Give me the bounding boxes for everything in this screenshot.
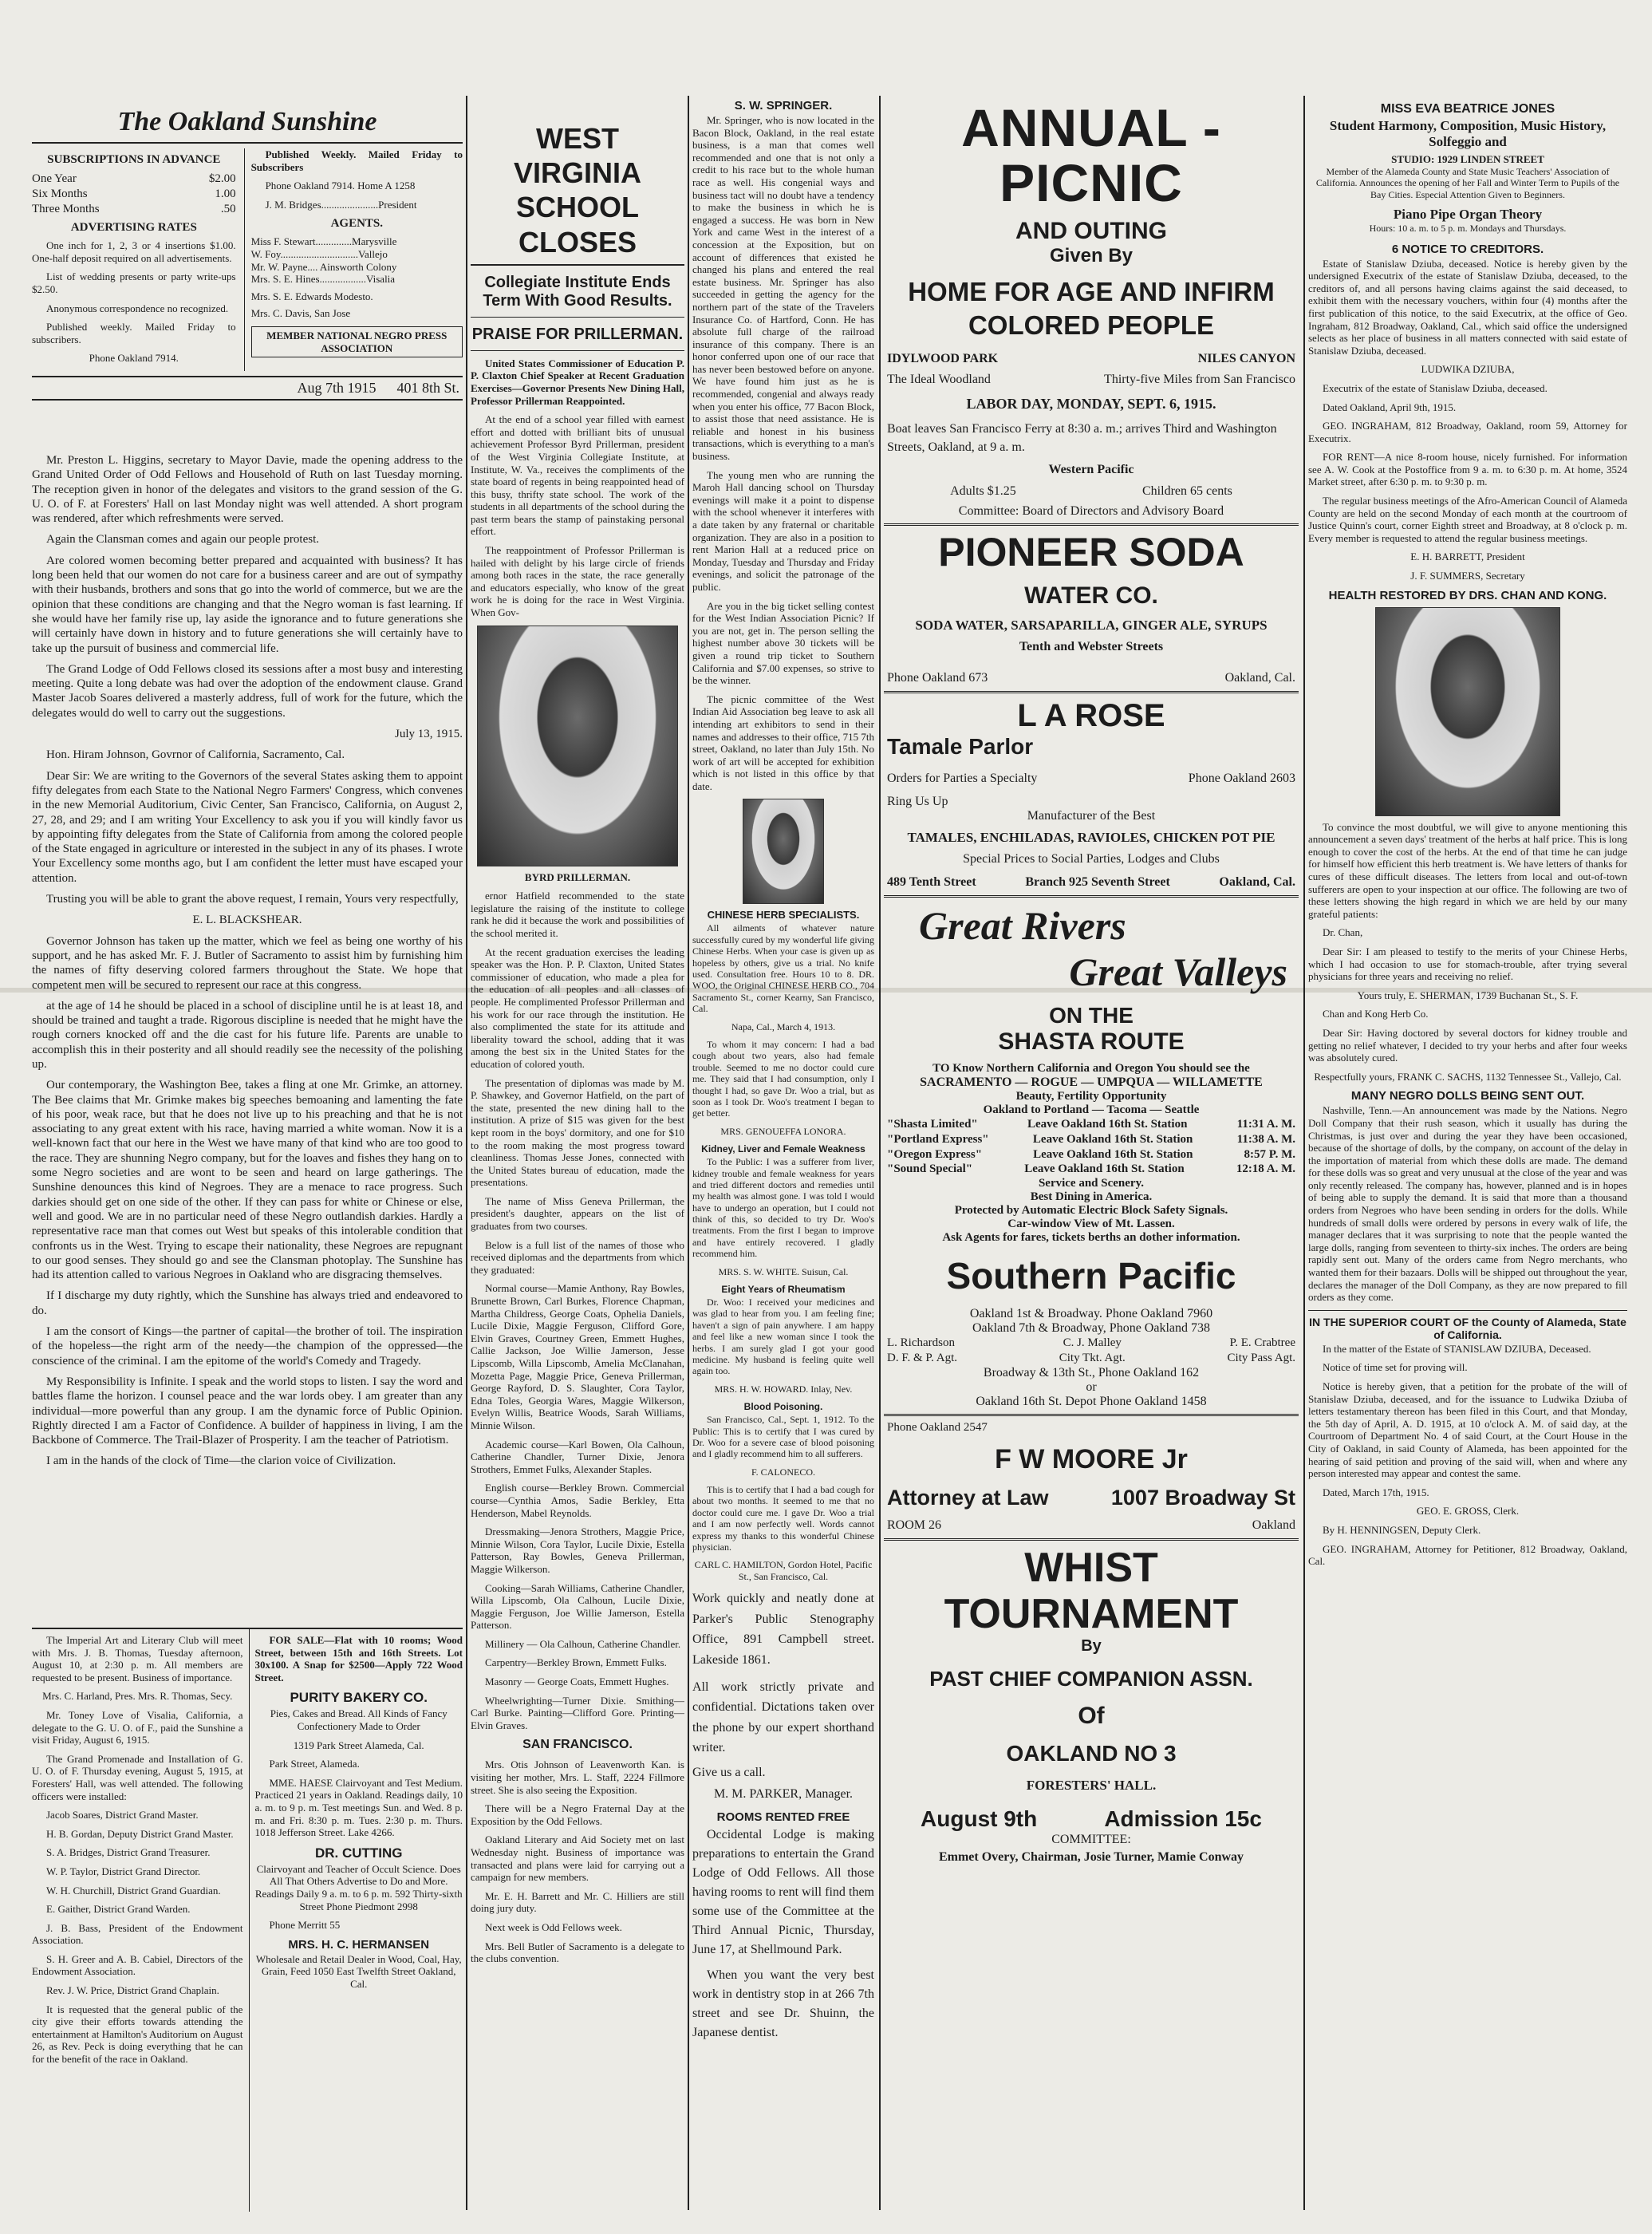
local-news-item: The Imperial Art and Literary Club will meet with Mrs. J. B. Thomas, Tuesday afternoon, August 10, at 2:30 p. m. All members are requested to be present. Business of importance. (32, 1634, 243, 1683)
sp-office: Oakland 1st & Broadway. Phone Oakland 7960 (969, 1307, 1213, 1321)
hermansen-phone: Phone Merritt 55 (269, 1919, 341, 1932)
health-dr: Dr. Chan, (1323, 926, 1363, 939)
article-paragraph: At the recent graduation exercises the leading speaker was the Hon. P. P. Claxton, United States commissioner of education, who made a plea for the education of all peoples and all classes of people. He complimented Professor Prillerman and his work for our race through the institution. He also complimented the state for its attitude and liberality toward the school, adding that it was among the best six in the United States for the education of colored youth. (471, 945, 684, 1070)
sp-beauty: Beauty, Fertility Opportunity (1015, 1090, 1167, 1103)
sp-train-name: "Portland Express" (887, 1132, 989, 1146)
purity-body: Pies, Cakes and Bread. All Kinds of Fancy Confectionery Made to Order (270, 1707, 447, 1732)
jones-studio: STUDIO: 1929 LINDEN STREET (1391, 153, 1544, 165)
testimonial-sign: MRS. GENOUEFFA LONORA. (720, 1125, 846, 1137)
phone-text: Phone Oakland 7914. (89, 352, 179, 365)
testimonial-place: Napa, Cal., March 4, 1913. (731, 1020, 836, 1032)
sf-item: There will be a Negro Fraternal Day at the Exposition by the Odd Fellows. (471, 1802, 684, 1827)
graduate-list: Cooking—Sarah Williams, Catherine Chandler, Willa Lipscomb, Ola Calhoun, Lucile Dixie, Maggie Ferguson, Joe Willie Jamerson, Estella Patterson. (471, 1581, 684, 1632)
sp-rivers-list: SACRAMENTO — ROGUE — UMPQUA — WILLAMETTE (920, 1076, 1263, 1090)
subscriptions-head: SUBSCRIPTIONS IN ADVANCE (47, 153, 221, 166)
soda-products: SODA WATER, SARSAPARILLA, GINGER ALE, SYRUPS (915, 618, 1268, 633)
agent: Mrs. C. Davis, San Jose (250, 307, 351, 320)
editorial-paragraph: at the age of 14 he should be placed in a school of discipline until he is at least 18, and should be trained and taught a trade. Rigorous discipline is needed that he might have the rough corners knocked off and the die cast for his future life. Parents are unable to accomplish this in their posterity and all should readily see the necessity of the polishing up. (32, 999, 463, 1071)
rose-phone: Phone Oakland 2603 (1188, 772, 1295, 786)
purity-head: PURITY BAKERY CO. (290, 1690, 428, 1706)
picnic-boat: Boat leaves San Francisco Ferry at 8:30 a. m.; arrives Third and Washington Streets, Oakland, at 9 a. m. (887, 422, 1277, 454)
sp-train-name: "Sound Special" (887, 1162, 973, 1176)
column-rule (466, 96, 467, 2210)
rose-ring: Ring Us Up (887, 795, 948, 809)
sub-price: .50 (220, 202, 236, 215)
headline-praise: PRAISE FOR PRILLERMAN. (471, 319, 684, 351)
soda-phone: Phone Oakland 673 (887, 671, 988, 685)
sp-agent-name: P. E. Crabtree (1229, 1336, 1295, 1350)
graduate-list: Carpentry—Berkley Brown, Emmett Fulks. (485, 1656, 667, 1669)
article-paragraph: At the end of a school year filled with earnest effort and dotted with brilliant bits of unusual achievement Professor Byrd Prillerman, president of the West Virginia Collegiate Institute, at Institute, W. Va., receives the compliments of the state board of regents in being reappointed head of this busy, thrifty state school. The work of the students in all departments of the school during the past term bears the stamp of painstaking personal effort. (471, 413, 684, 538)
whist-adm: Admission 15c (1104, 1806, 1262, 1831)
sp-train-leave: Leave Oakland 16th St. Station (1032, 1132, 1193, 1146)
editorial-column (32, 453, 463, 1618)
hermansen-head: MRS. H. C. HERMANSEN (288, 1937, 430, 1952)
herb-doctor-portrait (743, 799, 824, 904)
moore-att: Attorney at Law (887, 1485, 1049, 1510)
editorial-paragraph: I am in the hands of the clock of Time—the clarion voice of Civilization. (46, 1454, 396, 1468)
court-atty: GEO. INGRAHAM, Attorney for Petitioner, 812 Broadway, Oakland, Cal. (1308, 1542, 1627, 1568)
picnic-miles: Thirty-five Miles from San Francisco (1104, 373, 1295, 387)
agents-head: AGENTS. (330, 217, 383, 231)
rooms-body: Occidental Lodge is making preparations to entertain the Grand Lodge of Odd Fellows. All those having rooms to rent will find them some use of the Committee at the Third Annual Picnic, Thursday, June 17, at Shellmound Park. (692, 1828, 874, 1956)
dentist-ad: When you want the very best work in dentistry stop in at 266 7th street and see Dr. Shuinn, the Japanese dentist. (692, 1968, 874, 2039)
rose-orders: Orders for Parties a Specialty (887, 772, 1038, 786)
creditors-dated: Dated Oakland, April 9th, 1915. (1323, 401, 1457, 413)
whist-oak: OAKLAND NO 3 (1006, 1740, 1177, 1766)
whist-of: Of (1078, 1702, 1105, 1729)
article-paragraph: The presentation of diplomas was made by M. P. Shawkey, and Governor Hatfield, on the part of the state, presented the new dining hall to the institution. A prize of $15 was given for the best kept room in the boys' dormitory, and one for $10 to the room making the most progress toward cleanliness. Thomas Jesse Jones, connected with the United States bureau of education, made the presentations. (471, 1076, 684, 1189)
jones-hours: Hours: 10 a. m. to 5 p. m. Mondays and Thursdays. (1369, 223, 1567, 235)
health-head: HEALTH RESTORED BY DRS. CHAN AND KONG. (1328, 588, 1607, 602)
parker-ad: Work quickly and neatly done at Parker's Public Stenography Office, 891 Campbell street. Lakeside 1861. (692, 1592, 874, 1667)
jones-instr: Piano Pipe Organ Theory (1393, 207, 1543, 223)
picnic-canyon: NILES CANYON (1197, 352, 1295, 366)
testimonial-head: Eight Years of Rheumatism (721, 1284, 846, 1296)
creditors-head: 6 NOTICE TO CREDITORS. (1391, 242, 1544, 256)
health-sign: Yours truly, E. SHERMAN, 1739 Buchanan St., S. F. (1357, 989, 1579, 1001)
soda-ad (884, 526, 1299, 693)
testimonial-head: Kidney, Liver and Female Weakness (701, 1143, 865, 1155)
testimonial: This is to certify that I had a bad cough for about two months. It seemed to me that no doctor could cure me. I gave Dr. Woo a trial and I am now perfectly well. Words cannot express my thanks to this wonderful Chinese physician. (692, 1484, 874, 1553)
ads-column (884, 96, 1299, 2210)
picnic-ad (884, 96, 1299, 526)
editorial-paragraph: Are colored women becoming better prepared and acquainted with business? It has long been held that our women do not care for a business career and are out of sympathy with their husbands, brothers and sons that go into the world of commerce, but we are the opinion that these conditions are changing and that the Negro woman is fast learning. If she would have her family rise up, lay aside the ignorance and to future generations she will certainly have down in history and to future generations she will certainly have to take up the pursuit of business and commercial life. (32, 554, 463, 655)
sp-train-leave: Leave Oakland 16th St. Station (1027, 1118, 1188, 1131)
moore-addr: 1007 Broadway St (1110, 1485, 1295, 1510)
council-pres: E. H. BARRETT, President (1410, 551, 1525, 563)
sp-train-leave: Leave Oakland 16th St. Station (1033, 1147, 1193, 1161)
court-deputy: By H. HENNINGSEN, Deputy Clerk. (1323, 1523, 1481, 1536)
masthead (32, 104, 463, 401)
soda-addr: Tenth and Webster Streets (1019, 640, 1164, 654)
editorial-paragraph: I am the consort of Kings—the partner of capital—the brother of toil. The inspiration of the hopeless—the right arm of the needy—the champion of the oppressed—the conscience of the criminal. I am the epitome of the world's Comedy and Tragedy. (32, 1325, 463, 1368)
sp-office: Oakland 7th & Broadway, Phone Oakland 738 (972, 1321, 1210, 1336)
whist-by: By (1081, 1636, 1102, 1655)
picnic-title: ANNUAL - PICNIC (961, 98, 1221, 213)
president: J. M. Bridges......................President (265, 198, 417, 211)
creditors-exec: Executrix of the estate of Stanislaw Dziuba, deceased. (1323, 381, 1548, 394)
testimonial: Dr. Woo: I received your medicines and was glad to hear from you. I am feeling fine; haven't a sign of pain anywhere. I am happy and feel like a new woman since I took the herbs. I am surely glad I got your good medicine. My husband is feeling quite well again too. (692, 1297, 874, 1377)
moore-phone: Phone Oakland 2547 (887, 1420, 988, 1434)
editorial-paragraph: My Responsibility is Infinite. I speak and the world stops to listen. I say the word and battles flame the horizon. I counsel peace and the war lords obey. I am greater than any individual—more powerful than any group. I am the dynamic force of Public Opinion. Rightly directed I am a Factor of Confidence. A builder of happiness in living, I am the Backbone of Commerce. The Trail-Blazer of Prosperity. I am the teacher of Patriotism. (32, 1375, 463, 1447)
advertising-head: ADVERTISING RATES (70, 221, 197, 235)
testimonial-sign: F. CALONECO. (751, 1466, 816, 1478)
graduate-list: Masonry — George Coats, Emmett Hughes. (485, 1676, 669, 1688)
editorial-paragraph: Governor Johnson has taken up the matter, which we feel as being one worthy of his support, and he has asked Mr. F. J. Butler of Sacramento to assist him by furnishing him the names of fifty deserving colored farmers throughout the State. We hope that competent men will be secured to represent our race at this congress. (32, 934, 463, 992)
sp-train-name: "Oregon Express" (887, 1147, 983, 1161)
council-sec: J. F. SUMMERS, Secretary (1410, 570, 1525, 582)
court-clerk: GEO. E. GROSS, Clerk. (1416, 1505, 1520, 1518)
letter-date: July 13, 1915. (394, 728, 463, 741)
agent: Miss F. Stewart..............Marysville (250, 235, 397, 248)
sp-office: Oakland 16th St. Depot Phone Oakland 1458 (976, 1394, 1207, 1408)
sp-agent-name: L. Richardson (887, 1336, 955, 1350)
wedding-text: List of wedding presents or party write-ups $2.50. (32, 270, 236, 296)
health-sign: Respectfully yours, FRANK C. SACHS, 1132 Tennessee St., Vallejo, Cal. (1314, 1070, 1622, 1083)
officer: H. B. Gordan, Deputy District Grand Master. (46, 1827, 234, 1840)
sp-dining: Best Dining in America. (1030, 1190, 1153, 1204)
local-news-item: Mr. Toney Love of Visalia, California, a delegate to the G. U. O. of F., paid the Sunshine a visit Friday, August 6, 1915. (32, 1708, 243, 1747)
address-line: 401 8th St. (396, 380, 459, 396)
sf-item: Oakland Literary and Aid Society met on last Wednesday night. Business of importance was transacted and plans were laid for carrying out a campaign for new members. (471, 1833, 684, 1884)
sp-train-time: 12:18 A. M. (1236, 1162, 1295, 1176)
article-paragraph: Are you in the big ticket selling contest for the West Indian Association Picnic? If you are not, get in. The person selling the highest number above 30 tickets will be given a round trip ticket to Southern California and $7.00 expenses, so strive to be the winner. (692, 599, 874, 687)
sp-route: SHASTA ROUTE (998, 1028, 1185, 1056)
testimonial: To whom it may concern: I had a bad cough about two years, also had female trouble. Seemed to me no doctor could cure me. They said that I had consumption, only I thought I had, so gave Dr. Woo a trial, but as soon as I took Dr. Woo's treatment I began to get better. (692, 1038, 874, 1119)
rose-addr: 489 Tenth Street (887, 875, 976, 890)
article-paragraph: ernor Hatfield recommended to the state legislature the raising of the institute to college rank he did it because the work and possibilities of the school merited it. (471, 890, 684, 939)
hermansen-body: Wholesale and Retail Dealer in Wood, Coal, Hay, Grain, Feed 1050 East Twelfth Street Oakland, Cal. (255, 1952, 462, 1990)
sp-agent-title: City Pass Agt. (1227, 1351, 1295, 1364)
court-body: Notice is hereby given, that a petition for the probate of the will of Stanislaw Dziuba, deceased, and for the issuance to Ludwika Dziuba of letters testamentary thereon has been filed in this Court, and that Monday, the 5th day of April, A. D. 1915, at 10 o'clock A. M. of said day, at the Courtroom of Department No. 4 of said Court, at the Court House in the City of Oakland, in said County of Alameda, has been appointed for the hearing of said petition and proving of the said will, when and where any person interested may appear and contest the same. (1308, 1380, 1627, 1480)
local-news-item: The Grand Promenade and Installation of G. U. O. of F. Thursday evening, August 5, 1915, at Foresters' Hall, was well attended. The following officers were installed: (32, 1752, 243, 1802)
masthead-left (32, 148, 236, 371)
officer: W. H. Churchill, District Grand Guardian. (46, 1884, 221, 1897)
sp-service: Service and Scenery. (1038, 1177, 1145, 1190)
rose-branch: Branch 925 Seventh Street (1025, 875, 1170, 890)
right-phone: Phone Oakland 7914. Home A 1258 (265, 180, 416, 192)
headline-institute: Collegiate Institute Ends Term With Good Results. (471, 267, 684, 318)
graduate-list: English course—Berkley Brown. Commercial course—Cynthia Amos, Sadie Berkley, Etta Henderson, Mabel Reynolds. (471, 1482, 684, 1519)
testimonial-sign: MRS. H. W. HOWARD. Inlay, Nev. (714, 1383, 853, 1395)
sp-valleys: Great Valleys (1069, 949, 1287, 995)
rose-title: L A ROSE (1017, 698, 1165, 734)
article-paragraph: The name of Miss Geneva Prillerman, the president's daughter, appears on the list of graduates from two courses. (471, 1194, 684, 1233)
jones-head: MISS EVA BEATRICE JONES (1380, 102, 1555, 116)
graduate-list: Dressmaking—Jenora Strothers, Maggie Price, Minnie Wilson, Cora Taylor, Lucile Dixie, Estella Patterson, Ray Bowles, Geneva Prillerman, Maggie Wilkerson. (471, 1526, 684, 1575)
agent: Mrs. S. E. Edwards Modesto. (250, 290, 373, 302)
testimonial-sign: MRS. S. W. WHITE. Suisun, Cal. (718, 1265, 849, 1277)
testimonial-sign: CARL C. HAMILTON, Gordon Hotel, Pacific St., San Francisco, Cal. (694, 1559, 873, 1582)
column-rule (1303, 96, 1305, 2210)
soda-city: Oakland, Cal. (1224, 671, 1295, 685)
jones-body: Member of the Alameda County and State Music Teachers' Association of California. Announces the opening of her Fall and Winter Term to Pupils of the Bay Cities. Especial Attention Given to Beginners. (1315, 166, 1620, 200)
sp-portland: Oakland to Portland — Tacoma — Seattle (983, 1103, 1200, 1117)
dolls-head: MANY NEGRO DOLLS BEING SENT OUT. (1350, 1089, 1585, 1103)
editorial-paragraph: The Grand Lodge of Odd Fellows closed its sessions after a most busy and interesting meeting. Quite a long debate was had over the adoption of the endowment clause. Grand Master Jacob Soares delivered a masterly address, full of work for the future, which the delegates would do well to carry out the suggestions. (32, 662, 463, 720)
parker-ad: All work strictly private and confidential. Dictations taken over the phone by our expert shorthand writer. (692, 1679, 874, 1755)
column-one-bottom (32, 1628, 463, 2212)
letter-close: Trusting you will be able to grant the above request, I remain, Yours very respectfully, (46, 893, 459, 906)
purity-addr2: Park Street, Alameda. (269, 1758, 360, 1770)
headline-west-virginia: WEST VIRGINIA SCHOOL CLOSES (471, 97, 684, 266)
dateline (32, 376, 463, 401)
picnic-children: Children 65 cents (1142, 484, 1232, 499)
local-news-sign: Mrs. C. Harland, Pres. Mrs. R. Thomas, Secy. (42, 1690, 233, 1703)
editorial-paragraph: Again the Clansman comes and again our people protest. (46, 533, 319, 547)
editorial-paragraph: Mr. Preston L. Higgins, secretary to Mayor Davie, made the opening address to the Grand United Order of Odd Fellows and Household of Ruth on last Tuesday morning. The reception given in honor of the delegates and visitors to the grand session of the G. U. O. of F. at Foresters' Hall on last Monday night was well attended. A short program was rendered, after which refreshments were served. (32, 454, 463, 526)
picnic-adults: Adults $1.25 (950, 484, 1016, 499)
springer-head: S. W. SPRINGER. (734, 99, 833, 112)
member-badge: MEMBER NATIONAL NEGRO PRESS ASSOCIATION (251, 326, 463, 357)
sub-price: 1.00 (215, 187, 236, 200)
sp-title: Southern Pacific (946, 1255, 1236, 1297)
picnic-rr: Western Pacific (1048, 463, 1134, 477)
picnic-given: Given By (1049, 244, 1134, 266)
health-letter: Dear Sir: Having doctored by several doctors for kidney trouble and getting no relief whatever, I decided to try your herbs and after four weeks was absolutely cured. (1308, 1026, 1627, 1064)
letter-sign: E. L. BLACKSHEAR. (192, 914, 302, 927)
graduate-list: Millinery — Ola Calhoun, Catherine Chandler. (485, 1637, 681, 1650)
sp-train-time: 11:38 A. M. (1236, 1132, 1295, 1146)
graduate-list: Normal course—Mamie Anthony, Ray Bowles, Brunette Brown, Carl Burkes, Florence Chapman, Martha Childress, George Coats, Ophelia Daniels, Lucile Dixie, Maggie Ferguson, Clifford Gore, Elvin Graves, Courtney Green, Emmett Hughes, Callie Jackson, Joe Willie Jamerson, Jesse Lipscomb, Willa Lipscomb, Amelia McClanahan, Mozetta Page, Maggie Price, Geneva Prillerman, George Rayford, D. S. Slaughter, Cora Taylor, Edna Toles, Georgia Wares, Maggie Wilkerson, Evelyn Willis, Beatrice Woods, Sarah Williams, Minnie Wilson. (471, 1282, 684, 1431)
picnic-home: HOME FOR AGE AND INFIRM COLORED PEOPLE (908, 276, 1275, 341)
west-virginia-column (471, 96, 684, 2210)
rooms-head: ROOMS RENTED FREE (716, 1810, 850, 1824)
purity-addr: 1319 Park Street Alameda, Cal. (293, 1739, 424, 1751)
dolls-body: Nashville, Tenn.—An announcement was made by the Nations. Negro Doll Company that their rush season, which it usually has during the Christmas, is just over and during the year they have been occasioned, because of the shortage of dolls, by the company, on account of the delay in the importation of material from which these dolls are made. The demand for these dolls was so great and very unusual at the close of the year and was only recently released. The company has, however, planned and is in hopes of being able to supply the demand. It is said that more than a thousand orders from Negroes who have been sending in orders for the dolls. While hundreds of small dolls were ordered by persons in every walk of life, the manager declares that it was surprising to note that the people wanted the large dolls, ranging from seventeen to thirty-six inches. The orders are being rapidly sent out. Many of the orders came from Negro merchants, who wanted them for their bazaars. Dolls will be shipped out throughout the year, declares the manager of the Doll Company, as they are now prepared to fill orders as they come. (1308, 1104, 1627, 1304)
parker-sign: M. M. PARKER, Manager. (713, 1787, 854, 1802)
date-line: Aug 7th 1915 (297, 380, 377, 396)
sp-train-name: "Shasta Limited" (887, 1118, 978, 1131)
rose-products: TAMALES, ENCHILADAS, RAVIOLES, CHICKEN POT PIE (907, 830, 1275, 846)
picnic-committee: Committee: Board of Directors and Advisory Board (958, 504, 1224, 519)
parker-call: Give us a call. (692, 1765, 766, 1779)
creditors-sign: LUDWIKA DZIUBA, (1421, 363, 1515, 376)
officer: W. P. Taylor, District Grand Director. (46, 1865, 201, 1877)
sp-train-time: 8:57 P. M. (1244, 1147, 1295, 1161)
whist-committee: COMMITTEE: (1051, 1832, 1131, 1846)
herb-doctor-portrait (1375, 607, 1560, 816)
haese-ad: MME. HAESE Clairvoyant and Test Medium. Practiced 21 years in Oakland. Readings daily, 10 a. m. to 9 p. m. Test meetings Sun. and Wed. 8 p. m. and Fri. 8:30 p. m. Tues. 2:30 p. m. Thurs. 1018 Jefferson Street. Lake 4266. (254, 1776, 463, 1839)
sf-item: Mr. E. H. Barrett and Mr. C. Hilliers are still doing jury duty. (471, 1889, 684, 1915)
sp-train-time: 11:31 A. M. (1236, 1118, 1295, 1131)
larose-ad (884, 693, 1299, 898)
rose-sub: Tamale Parlor (887, 734, 1034, 760)
sub-label: Three Months (32, 202, 100, 215)
sp-on: ON THE (1049, 1003, 1134, 1028)
sp-agent-name: C. J. Malley (1063, 1336, 1122, 1350)
editorial-paragraph: Our contemporary, the Washington Bee, takes a fling at one Mr. Grimke, an attorney. The Bee claims that Mr. Grimke makes big speeches bemoaning and lamenting the fate of his poor, weak race, but that he does not live up to his preaching and that he is not associating to any great extent with his race, having married a white woman. Now it is a well-known fact that our here in the West we have many of that kind who are too good to the race. They are shunning Negro company, but for the loaves and fishes they hang on to some Negro societies and are wont to be seen and heard on large gatherings. The Sunshine denounces this kind of Negroes. They are a menace to race progress. Such darkies should get on one side of the other. If they can pass for white or Chinese or else, well and good. We are in no particular need of these Negro outlandish darkies. Hardly a representative race man that comes out West but speaks of this intolerable condition that confronts us in the West. Trying to escape their nationality, these Negroes are repugnant to our good senses. They should go and see the Clansman photoplay. The Sunshine has had its attention called to various Negroes in Oakland who are disgracing themselves. (32, 1079, 463, 1282)
chinese-herb-head: CHINESE HERB SPECIALISTS. (707, 909, 860, 922)
agent: Mrs. S. E. Hines..................Visalia (250, 273, 396, 286)
sf-item: Mrs. Otis Johnson of Leavenworth Kan. is visiting her mother, Mrs. L. Staff, 2224 Fillmore street. She is also seeing the Exposition. (471, 1758, 684, 1796)
sub-label: Six Months (32, 187, 88, 200)
local-news (32, 1629, 242, 2212)
sp-know: TO Know Northern California and Oregon You should see the (932, 1062, 1250, 1076)
anonymous-text: Anonymous correspondence no recognized. (46, 302, 229, 314)
picnic-sub: AND OUTING (1015, 217, 1167, 244)
article-paragraph: The young men who are running the Maroh Hall dancing school on Thursday evenings will make it a point to dispense with the school whenever it interferes with a date taken by any fraternal or charitable organization. They are also in a position to rent Marion Hall at a reduced price on Monday, Tuesday and Thursday and Friday evenings, and solicit the patronage of the public. (692, 468, 874, 593)
officer: S. H. Greer and A. B. Cabiel, Directors of the Endowment Association. (32, 1952, 243, 1978)
creditors-body: Estate of Stanislaw Dziuba, deceased. Notice is hereby given by the undersigned Executrix of the estate of Stanislaw Dziuba, deceased, to the creditors of, and all persons having claims against the said deceased, to exhibit them with the necessary vouchers, within four (4) months after the first publication of this notice, to the said Executrix, at the office of Geo. Ingraham, 812 Broadway, Oakland, Cal., which said office the undersigned selects as her place of business in all matters connected with said estate of Stanislaw Dziuba, deceased. (1308, 257, 1627, 357)
for-rent-ad: FOR RENT—A nice 8-room house, nicely furnished. For information see A. W. Cook at the Postoffice from 9 a. m. to 6:30 p. m. At home, 3524 Market street, after 6:30 p. m. to 9:30 p. m. (1308, 451, 1627, 488)
southern-pacific-ad (884, 898, 1299, 1416)
moore-name: F W MOORE Jr (995, 1443, 1188, 1474)
prillerman-portrait (477, 626, 678, 866)
health-body: To convince the most doubtful, we will give to anyone mentioning this announcement a seven days' treatment of the herbs at half price. This is long enough to cover the cost of the herbs. At the end of that time he can judge for himself how efficient this herb treatment is. We have letters of thanks for cures of these difficult diseases. The letters from local and out-of-town sufferers are open to your inspection at our office. The following are two of these letters showing the high regard in which we are held by our many grateful patients: (1308, 820, 1627, 920)
creditors-geo: GEO. INGRAHAM, 812 Broadway, Oakland, room 59, Attorney for Executrix. (1308, 420, 1627, 444)
cutting-body: Clairvoyant and Teacher of Occult Science. Does All That Others Advertise to Do and More. Readings Daily 9 a. m. to 6 p. m. 592 Thirty-sixth Street Phone Piedmont 2998 (254, 1862, 463, 1912)
picnic-date: LABOR DAY, MONDAY, SEPT. 6, 1915. (966, 396, 1216, 412)
court-head: IN THE SUPERIOR COURT OF the County of Alameda, State of California. (1308, 1310, 1627, 1341)
cutting-head: DR. CUTTING (314, 1845, 403, 1861)
masthead-right (244, 148, 463, 371)
sp-or: or (1086, 1379, 1097, 1394)
moore-city: Oakland (1252, 1518, 1295, 1533)
court-notice: Notice of time set for proving will. (1323, 1361, 1468, 1374)
soda-sub: WATER CO. (1024, 582, 1158, 610)
soda-title: PIONEER SODA (938, 530, 1244, 575)
rose-prices: Special Prices to Social Parties, Lodges and Clubs (963, 852, 1220, 866)
officer: J. B. Bass, President of the Endowment Association. (32, 1921, 243, 1947)
agent: Mr. W. Payne.... Ainsworth Colony (250, 260, 397, 273)
officer: E. Gaither, District Grand Warden. (46, 1903, 191, 1916)
sp-train-leave: Leave Oakland 16th St. Station (1024, 1162, 1185, 1176)
graduate-list: Academic course—Karl Bowen, Ola Calhoun, Catherine Chandler, Turner Dixie, Jenora Strothers, Emmet Fulks, Alexander Staples. (471, 1438, 684, 1475)
small-ads (249, 1629, 463, 2212)
deck: United States Commissioner of Education P. P. Claxton Chief Speaker at Recent Graduation Exercises—Governor Presents New Dining Hall, Professor Prillerman Reappointed. (471, 357, 684, 407)
published-text: Published weekly. Mailed Friday to subscribers. (32, 321, 236, 345)
whist-date: August 9th (921, 1806, 1038, 1831)
moore-ad (884, 1416, 1299, 1541)
rose-mfr: Manufacturer of the Best (1027, 809, 1156, 823)
sp-office: Broadway & 13th St., Phone Oakland 162 (983, 1365, 1200, 1379)
sp-agent-title: D. F. & P. Agt. (887, 1351, 957, 1364)
court-matter: In the matter of the Estate of STANISLAW DZIUBA, Deceased. (1323, 1342, 1591, 1355)
testimonial: To the Public: I was a sufferer from liver, kidney trouble and female weakness for years and tried different doctors and remedies until my health was almost gone. I was told I would have to undergo an operation, but I could not think of this, so decided to try Dr. Woo's treatments. From the first I began to improve and have entirely recovered. I gladly recommend him. (692, 1156, 874, 1260)
officer: S. A. Bridges, District Grand Treasurer. (46, 1846, 211, 1859)
sf-item: Next week is Odd Fellows week. (485, 1920, 622, 1933)
masthead-title: The Oakland Sunshine (117, 107, 377, 136)
sub-price: $2.00 (208, 172, 236, 185)
article-paragraph: The picnic committee of the West Indian Aid Association beg leave to ask all intending art exhibitors to send in their names and addresses to their office, 715 7th street, Oakland, no later than July 15th. No work of art will be accepted for exhibition which is not listed in this office by that date. (692, 693, 874, 792)
testimonial: San Francisco, Cal., Sept. 1, 1912. To the Public: This is to certify that I was cured by Dr. Woo for a severe case of blood poisoning and I gladly recommend him to all sufferers. (692, 1414, 874, 1460)
whist-assn: PAST CHIEF COMPANION ASSN. (929, 1666, 1253, 1691)
portrait-caption: BYRD PRILLERMAN. (524, 870, 631, 883)
sp-agent-title: City Tkt. Agt. (1059, 1351, 1126, 1364)
article-paragraph: Mr. Springer, who is now located in the Bacon Block, Oakland, in the real estate business, is a man that comes well recommended and one that is not only a credit to his race but to the whole human race as well. His congenial ways and business tact will no doubt have a tendency to make the business in which he is engaged a success. He was born in New York and came West in the interest of a concession at the Exposition, but on account of differences that existed he changed his plans and entered the real estate business. Mr. Springer has also succeeded in getting the agency for the northern part of the state of the Travelers Insurance Co. of Hartford, Conn. He has absolute full charge of the railroad insurance of this company. There is an honor conferred upon one of our race that has never been bestowed before on anyone. We have found him just as he is recommended, congenial and always ready when you enter his office, 77 Bacon Block, to assist those that need assistance. He is reliable and honest in his business transactions, which is everything to a man's business. (692, 114, 874, 463)
whist-title: WHIST TOURNAMENT (944, 1545, 1239, 1637)
article-paragraph: The reappointment of Professor Prillerman is hailed with delight by his large circle of friends among both races in the state, the race generally and educators especially, who know of the great work he is doing for the race in West Virginia. When Gov- (471, 544, 684, 619)
officer: Jacob Soares, District Grand Master. (46, 1809, 199, 1822)
graduate-list: Wheelwrighting—Turner Dixie. Smithing—Carl Burke. Painting—Clifford Gore. Printing—Elvin Graves. (471, 1694, 684, 1731)
advertising-text: One inch for 1, 2, 3 or 4 insertions $1.00. One-half deposit required on all advertisements. (32, 239, 236, 264)
notices-column (1308, 96, 1627, 2210)
whist-ad (884, 1541, 1299, 1869)
sp-window: Car-window View of Mt. Lassen. (1007, 1218, 1175, 1231)
local-news-item: It is requested that the general public of the city give their efforts towards attending the entertainment at Hamilton's Auditorium on August 26, as Rev. Peck is doing everything that he can for the benefit of the race in Oakland. (32, 2003, 243, 2066)
sp-agents: Ask Agents for fares, tickets berths an dother information. (942, 1231, 1240, 1245)
council-notice: The regular business meetings of the Afro-American Council of Alameda County are held on the second Monday of each month at the courtroom of Justice Quinn's court, corner Eighth street and Broadway, at 8 o'clock p. m. Every member is requested to attend the regular business meetings. (1308, 495, 1627, 544)
testimonial-head: Blood Poisoning. (743, 1401, 823, 1413)
article-paragraph: Below is a full list of the names of those who received diplomas and the departments from which they graduated: (471, 1238, 684, 1276)
letter-to: Hon. Hiram Johnson, Govrnor of California, Sacramento, Cal. (46, 748, 345, 762)
whist-hall: FORESTERS' HALL. (1026, 1777, 1157, 1793)
picnic-woodland: The Ideal Woodland (887, 373, 991, 387)
rose-city: Oakland, Cal. (1219, 875, 1295, 890)
column-rule (879, 96, 881, 2210)
editorial-paragraph: If I discharge my duty rightly, which the Sunshine has always tried and endeavored to do. (32, 1289, 463, 1317)
column-rule (688, 96, 689, 2210)
health-letter: Dear Sir: I am pleased to testify to the merits of your Chinese Herbs, which I had occasion to use for stomach-trouble, after trying several physicians for three years and receiving no relief. (1308, 945, 1627, 983)
sub-label: One Year (32, 172, 77, 185)
for-sale-ad: FOR SALE—Flat with 10 rooms; Wood Street, between 15th and 16th Streets. Lot 30x100. A Snap for $2500—Apply 722 Wood Street. (254, 1634, 463, 1683)
sf-head: SAN FRANCISCO. (522, 1738, 633, 1752)
health-kong: Chan and Kong Herb Co. (1323, 1008, 1429, 1020)
right-published: Published Weekly. Mailed Friday to Subscribers (250, 148, 463, 173)
sp-protected: Protected by Automatic Electric Block Safety Signals. (954, 1204, 1228, 1218)
court-dated: Dated, March 17th, 1915. (1323, 1486, 1429, 1498)
chinese-herb-body: All ailments of whatever nature successfully cured by my wonderful life giving Chinese Herbs. When your case is given up as hopeless by others, give us a trial. No knife used. Consultation free. Hours 10 to 8. DR. WOO, the Original CHINESE HERB CO., 704 Sacramento St., corner Kearny, San Francisco, Cal. (692, 922, 874, 1015)
letter-body: Dear Sir: We are writing to the Governors of the several States asking them to appoint fifty delegates from each State to the National Negro Farmers' Congress, which convenes in the new Memorial Auditorium, Civic Center, San Francisco, California, on August 2, 27, 28, and 29; and I am writing Your Excellency to ask you if you will kindly favor us by appointing fifty delegates from the State of California from among the colored people of the State engaged in agriculture or interested in the subject in any of its phases. I wrote Your Excellency some months ago, but I am confident the letter must have escaped your attention. (32, 769, 463, 885)
sf-item: Mrs. Bell Butler of Sacramento is a delegate to the clubs convention. (471, 1940, 684, 1965)
jones-sub: Student Harmony, Composition, Music History, Solfeggio and (1329, 118, 1607, 149)
picnic-park: IDYLWOOD PARK (887, 352, 999, 366)
agent: W. Foy..............................Vallejo (250, 247, 388, 260)
officer: Rev. J. W. Price, District Grand Chaplain. (46, 1984, 219, 1997)
sp-rivers: Great Rivers (919, 903, 1126, 949)
springer-column (692, 96, 874, 2210)
whist-names: Emmet Overy, Chairman, Josie Turner, Mamie Conway (938, 1849, 1244, 1864)
moore-room: ROOM 26 (887, 1518, 942, 1533)
